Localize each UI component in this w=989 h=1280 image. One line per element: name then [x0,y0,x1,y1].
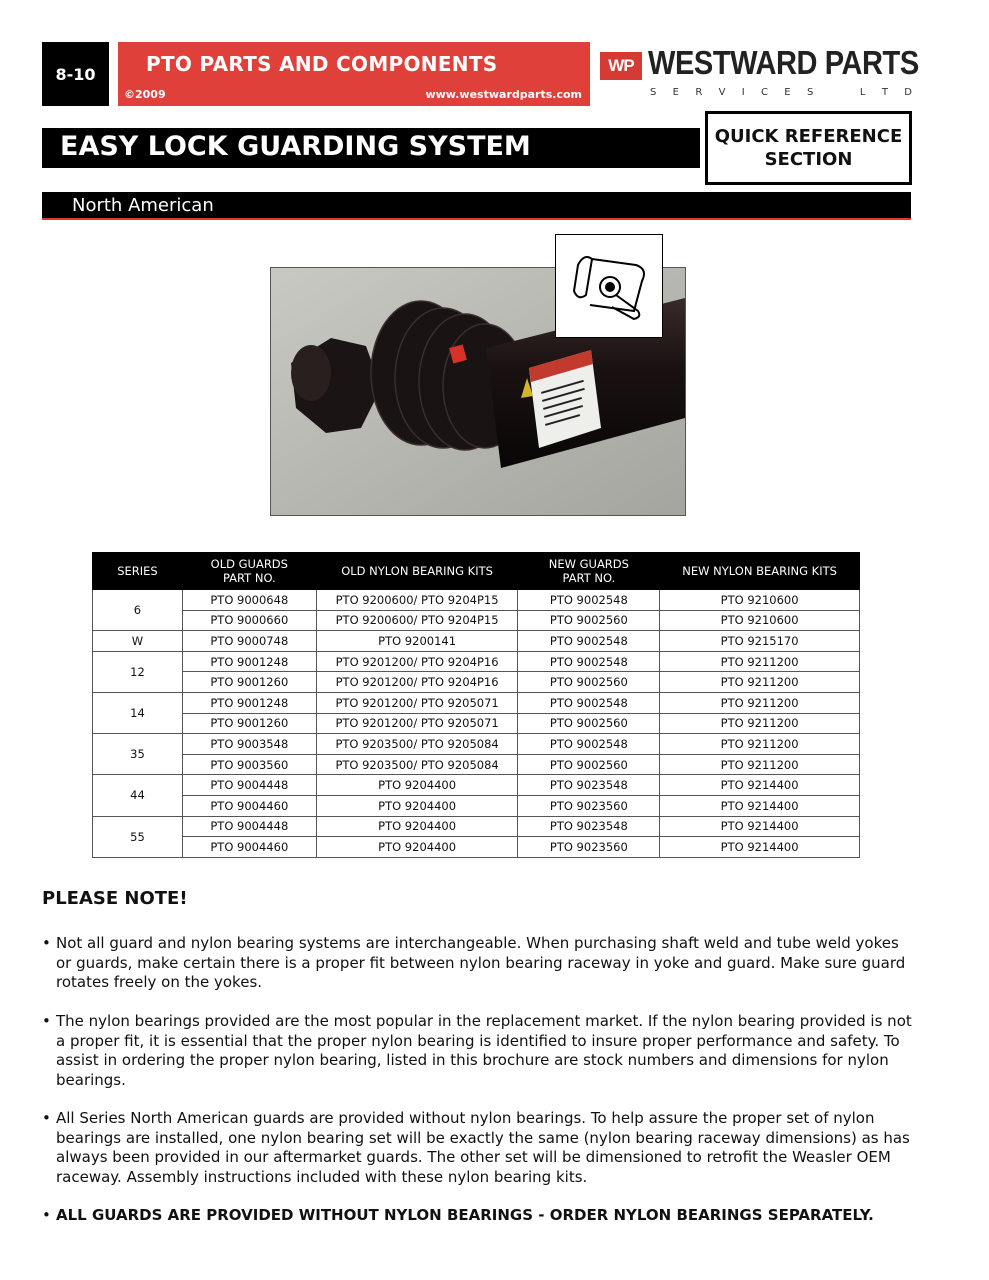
new-guard-cell: PTO 9002548 [518,692,660,713]
series-cell: 12 [93,651,183,692]
new-kit-cell: PTO 9215170 [660,631,860,652]
series-cell: W [93,631,183,652]
old-kit-cell: PTO 9201200/ PTO 9205071 [316,713,518,734]
section-banner [118,42,590,106]
new-guard-cell: PTO 9023548 [518,775,660,796]
old-guard-cell: PTO 9001248 [182,651,316,672]
new-kit-cell: PTO 9211200 [660,672,860,693]
note-item: • The nylon bearings provided are the most popular in the replacement market. If the nylon bearing provided is not a proper fit, it is essential that the proper nylon bearing is identified to insure proper performance and safety. To assist in ordering the proper nylon bearing, listed in this brochure are stock numbers and dimensions for nylon bearings. [42,1012,912,1089]
notes-heading: PLEASE NOTE! [42,888,188,909]
table-row [93,692,860,713]
quick-reference-box: QUICK REFERENCE SECTION [705,111,912,185]
series-cell: 55 [93,816,183,857]
col-new-guards: NEW GUARDS PART NO. [518,553,660,590]
table-row [93,651,860,672]
old-kit-cell: PTO 9200600/ PTO 9204P15 [316,610,518,631]
new-kit-cell: PTO 9214400 [660,837,860,858]
note-item: • All Series North American guards are provided without nylon bearings. To help assure the proper set of nylon bearings are installed, one nylon bearing set will be exactly the same (nylon bearing raceway dimensions) as has always been provided in our aftermarket guards. The other set will be dimensioned to retrofit the Weasler OEM raceway. Assembly instructions included with these nylon bearing kits. [42,1109,910,1186]
old-kit-cell: PTO 9200141 [316,631,518,652]
new-guard-cell: PTO 9002560 [518,672,660,693]
table-row [93,795,860,816]
old-kit-cell: PTO 9204400 [316,795,518,816]
table-row [93,775,860,796]
old-kit-cell: PTO 9204400 [316,775,518,796]
old-guard-cell: PTO 9004448 [182,816,316,837]
page-number: 8-10 [42,42,109,106]
old-guard-cell: PTO 9004460 [182,837,316,858]
old-guard-cell: PTO 9000660 [182,610,316,631]
series-cell: 6 [93,590,183,631]
new-guard-cell: PTO 9023560 [518,795,660,816]
new-kit-cell: PTO 9211200 [660,754,860,775]
table-row [93,816,860,837]
table-row [93,837,860,858]
table-row [93,754,860,775]
old-kit-cell: PTO 9204400 [316,837,518,858]
old-guard-cell: PTO 9003560 [182,754,316,775]
logo-mark: WP [600,52,642,80]
old-kit-cell: PTO 9203500/ PTO 9205084 [316,734,518,755]
new-guard-cell: PTO 9002548 [518,631,660,652]
col-old-guards: OLD GUARDS PART NO. [182,553,316,590]
old-kit-cell: PTO 9204400 [316,816,518,837]
col-old-kits: OLD NYLON BEARING KITS [316,553,518,590]
parts-table [92,552,860,858]
old-guard-cell: PTO 9001248 [182,692,316,713]
section-title: PTO PARTS AND COMPONENTS [146,52,498,76]
table-row [93,590,860,611]
series-cell: 14 [93,692,183,733]
table-header-row [93,553,860,590]
page-title-bar [42,128,700,168]
new-guard-cell: PTO 9023548 [518,816,660,837]
new-kit-cell: PTO 9211200 [660,692,860,713]
old-guard-cell: PTO 9004448 [182,775,316,796]
table-row [93,631,860,652]
logo-tagline: S E R V I C E S L T D [650,87,912,98]
col-new-kits: NEW NYLON BEARING KITS [660,553,860,590]
new-guard-cell: PTO 9002548 [518,734,660,755]
logo-name: WESTWARD PARTS [648,44,919,81]
new-guard-cell: PTO 9002560 [518,610,660,631]
new-kit-cell: PTO 9211200 [660,713,860,734]
series-cell: 44 [93,775,183,816]
lock-diagram [555,234,663,338]
table-row [93,713,860,734]
old-guard-cell: PTO 9001260 [182,713,316,734]
new-kit-cell: PTO 9214400 [660,816,860,837]
new-guard-cell: PTO 9002560 [518,713,660,734]
new-kit-cell: PTO 9214400 [660,775,860,796]
new-kit-cell: PTO 9211200 [660,734,860,755]
old-guard-cell: PTO 9001260 [182,672,316,693]
new-kit-cell: PTO 9210600 [660,590,860,611]
copyright: ©2009 [124,88,166,101]
old-kit-cell: PTO 9201200/ PTO 9204P16 [316,651,518,672]
table-row [93,734,860,755]
page-title: EASY LOCK GUARDING SYSTEM [60,131,531,162]
new-kit-cell: PTO 9214400 [660,795,860,816]
old-kit-cell: PTO 9200600/ PTO 9204P15 [316,590,518,611]
old-kit-cell: PTO 9201200/ PTO 9205071 [316,692,518,713]
old-guard-cell: PTO 9004460 [182,795,316,816]
col-series: SERIES [93,553,183,590]
note-item: • Not all guard and nylon bearing systems are interchangeable. When purchasing shaft weld and tube weld yokes or guards, make certain there is a proper fit between nylon bearing raceway in yoke and guard. Make sure guard rotates freely on the yokes. [42,934,906,992]
old-guard-cell: PTO 9000648 [182,590,316,611]
series-cell: 35 [93,734,183,775]
website-link[interactable]: www.westwardparts.com [425,88,582,101]
new-guard-cell: PTO 9023560 [518,837,660,858]
note-item-important: • ALL GUARDS ARE PROVIDED WITHOUT NYLON BEARINGS - ORDER NYLON BEARINGS SEPARATELY. [42,1206,874,1224]
subtitle-label: North American [72,195,214,216]
table-row [93,672,860,693]
new-guard-cell: PTO 9002548 [518,651,660,672]
new-guard-cell: PTO 9002548 [518,590,660,611]
new-kit-cell: PTO 9211200 [660,651,860,672]
new-kit-cell: PTO 9210600 [660,610,860,631]
old-guard-cell: PTO 9000748 [182,631,316,652]
subtitle-bar [42,192,911,220]
old-kit-cell: PTO 9203500/ PTO 9205084 [316,754,518,775]
old-kit-cell: PTO 9201200/ PTO 9204P16 [316,672,518,693]
table-row [93,610,860,631]
new-guard-cell: PTO 9002560 [518,754,660,775]
old-guard-cell: PTO 9003548 [182,734,316,755]
